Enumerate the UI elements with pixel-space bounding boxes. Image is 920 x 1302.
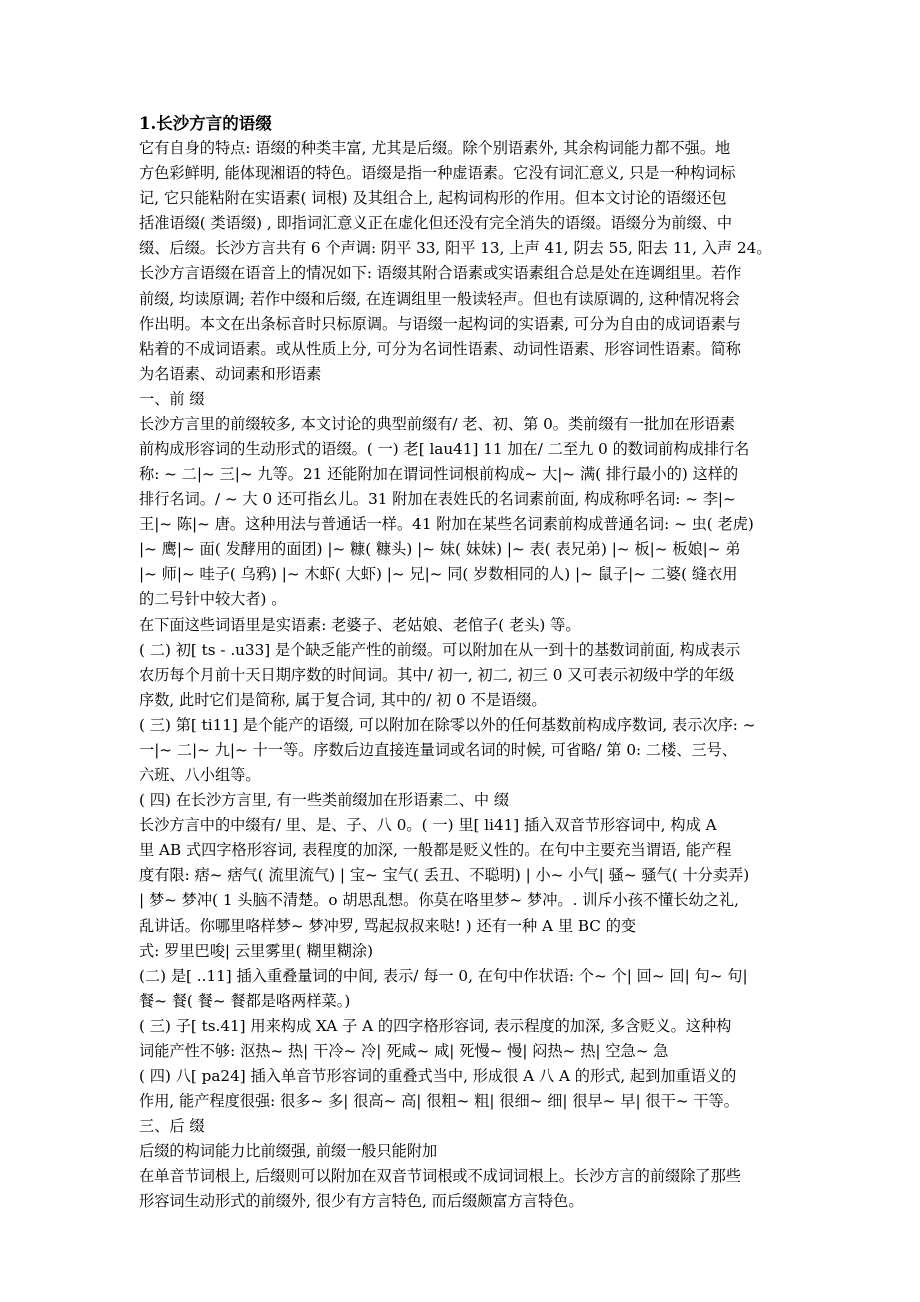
- body-line: 里 AB 式四字格形容词, 表程度的加深, 一般都是贬义性的。在句中主要充当谓语, 能产程: [139, 841, 732, 860]
- body-line: 缀、后缀。长沙方言共有 6 个声调: 阴平 33, 阳平 13, 上声 41, 阴去 55, 阳去 11, 入声 24。: [139, 239, 772, 258]
- body-line: 长沙方言里的前缀较多, 本文讨论的典型前缀有/ 老、初、第 0。类前缀有一批加在形语素: [139, 414, 736, 433]
- body-line: 它有自身的特点: 语缀的种类丰富, 尤其是后缀。除个别语素外, 其余构词能力都不强。地: [139, 139, 731, 157]
- body-line: 王|~ 陈|~ 唐。这种用法与普通话一样。41 附加在某些名词素前构成普通名词: ~ 虫( 老虎): [139, 515, 754, 534]
- body-line: 后缀的构词能力比前缀强, 前缀一般只能附加: [139, 1142, 438, 1161]
- body-line: 序数, 此时它们是简称, 属于复合词, 其中的/ 初 0 不是语缀。: [139, 690, 547, 709]
- body-line: 式: 罗里巴唆| 云里雾里( 糊里糊涂): [139, 941, 374, 960]
- body-line: 一|~ 二|~ 九|~ 十一等。序数后边直接连量词或名词的时候, 可省略/ 第 0: 二楼、三号、: [139, 740, 738, 759]
- body-line: 三、后 缀: [139, 1117, 205, 1136]
- body-line: 前缀, 均读原调; 若作中缀和后缀, 在连调组里一般读轻声。但也有读原调的, 这种情况将会: [139, 289, 740, 308]
- body-line: 在下面这些词语里是实语素: 老婆子、老姑娘、老倌子( 老头) 等。: [139, 615, 581, 634]
- body-line: 长沙方言中的中缀有/ 里、是、子、八 0。( 一) 里[ li41] 插入双音节形容词中, 构成 A: [139, 816, 717, 835]
- document-title: 1.长沙方言的语缀: [139, 114, 272, 133]
- body-line: 粘着的不成词语素。或从性质上分, 可分为名词性语素、动词性语素、形容词性语素。简称: [139, 339, 741, 358]
- body-line: ( 三) 子[ ts.41] 用来构成 XA 子 A 的四字格形容词, 表示程度的加深, 多含贬义。这种构: [139, 1016, 732, 1035]
- body-line: 记, 它只能粘附在实语素( 词根) 及其组合上, 起构词构形的作用。但本文讨论的语缀还包: [139, 189, 727, 208]
- body-line: 排行名词。/ ~ 大 0 还可指幺儿。31 附加在表姓氏的名词素前面, 构成称呼名词: ~ 李|~: [139, 490, 736, 509]
- body-line: 作出明。本文在出条标音时只标原调。与语缀一起构词的实语素, 可分为自由的成词语素与: [139, 314, 741, 333]
- body-line: 作用, 能产程度很强: 很多~ 多| 很高~ 高| 很粗~ 粗| 很细~ 细| 很早~ 早| 很干~ 干等。: [139, 1092, 739, 1110]
- body-line: ( 二) 初[ ts - .u33] 是个缺乏能产性的前缀。可以附加在从一到十的基数词前面, 构成表示: [139, 640, 741, 659]
- body-line: 餐~ 餐( 餐~ 餐都是咯两样菜。): [139, 991, 351, 1010]
- body-line: 方色彩鲜明, 能体现湘语的特色。语缀是指一种虚语素。它没有词汇意义, 只是一种构词标: [139, 164, 736, 183]
- body-line: 长沙方言语缀在语音上的情况如下: 语缀其附合语素或实语素组合总是处在连调组里。若作: [139, 264, 742, 283]
- body-line: |~ 师|~ 哇子( 乌鸦) |~ 木虾( 大虾) |~ 兄|~ 同( 岁数相同的人) |~ 鼠子|~ 二婆( 缝衣用: [139, 565, 738, 584]
- body-line: ( 四) 在长沙方言里, 有一些类前缀加在形语素二、中 缀: [139, 791, 510, 810]
- body-line: ( 四) 八[ pa24] 插入单音节形容词的重叠式当中, 形成很 A 八 A 的形式, 起到加重语义的: [139, 1067, 737, 1085]
- body-line: |~ 鹰|~ 面( 发酵用的面团) |~ 糠( 糠头) |~ 妹( 妹妹) |~ 表( 表兄弟) |~ 板|~ 板娘|~ 弟: [139, 540, 741, 559]
- body-line: 农历每个月前十天日期序数的时间词。其中/ 初一, 初二, 初三 0 又可表示初级中学的年级: [139, 665, 735, 684]
- body-line: 称: ~ 二|~ 三|~ 九等。21 还能附加在谓词性词根前构成~ 大|~ 满( 排行最小的) 这样的: [139, 465, 739, 483]
- body-line: ( 三) 第[ ti11] 是个能产的语缀, 可以附加在除零以外的任何基数前构成序数词, 表示次序: ~: [139, 715, 756, 734]
- body-line: 形容词生动形式的前缀外, 很少有方言特色, 而后缀颇富方言特色。: [139, 1192, 584, 1211]
- body-line: 度有限: 痞~ 痞气( 流里流气) | 宝~ 宝气( 丢丑、不聪明) | 小~ 小气| 骚~ 骚气( 十分卖弄): [139, 866, 750, 885]
- body-line: (二) 是[ ..11] 插入重叠量词的中间, 表示/ 每一 0, 在句中作状语: 个~ 个| 回~ 回| 句~ 句|: [139, 966, 748, 985]
- body-line: 括准语缀( 类语缀) , 即指词汇意义正在虚化但还没有完全消失的语缀。语缀分为前缀、中: [139, 214, 733, 233]
- body-line: 前构成形容词的生动形式的语缀。( 一) 老[ lau41] 11 加在/ 二至九 0 的数词前构成排行名: [139, 440, 750, 458]
- body-line: 乱讲话。你哪里咯样梦~ 梦冲罗, 骂起叔叔来哒! ) 还有一种 A 里 BC 的变: [139, 916, 637, 935]
- body-line: 词能产性不够: 沤热~ 热| 干冷~ 冷| 死咸~ 咸| 死慢~ 慢| 闷热~ 热| 空急~ 急: [139, 1041, 669, 1060]
- body-line: 一、前 缀: [139, 389, 205, 408]
- body-line: 在单音节词根上, 后缀则可以附加在双音节词根或不成词词根上。长沙方言的前缀除了那些: [139, 1167, 741, 1186]
- body-line: 的二号针中较大者) 。: [139, 590, 287, 609]
- body-line: | 梦~ 梦冲( 1 头脑不清楚。o 胡思乱想。你莫在咯里梦~ 梦冲。. 训斥小孩不懂长幼之礼,: [139, 891, 739, 910]
- body-line: 六班、八小组等。: [139, 766, 261, 784]
- body-line: 为名语素、动词素和形语素: [139, 364, 322, 383]
